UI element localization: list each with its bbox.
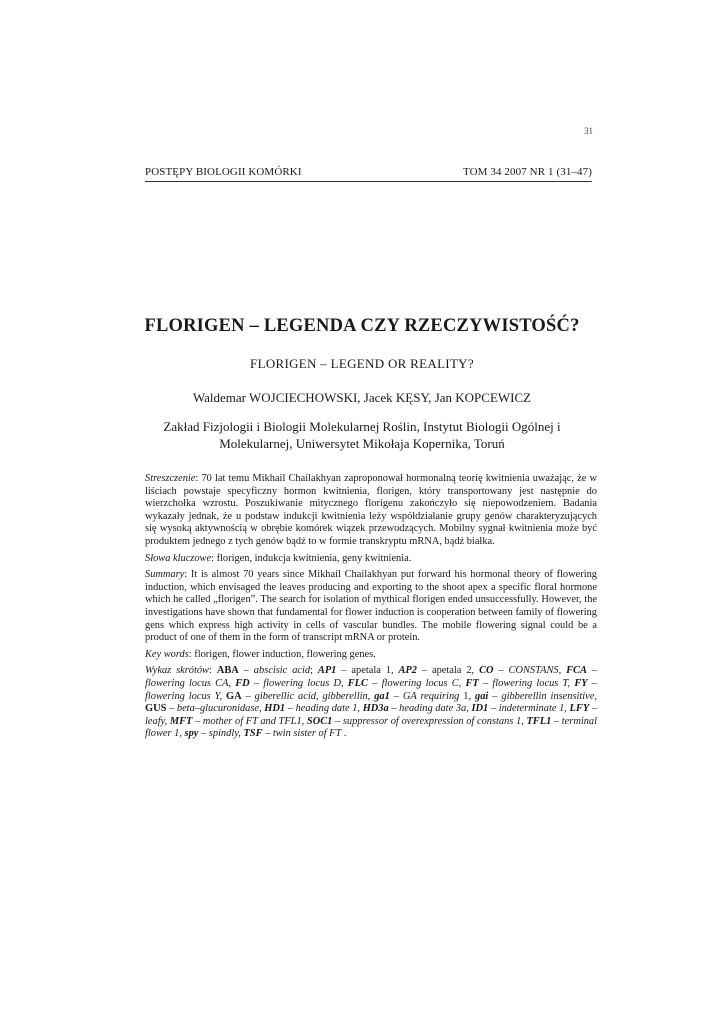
abbreviation-term: FLC [347,677,368,689]
abbreviation-separator: ; [310,665,318,677]
abbreviation-term: AP2 [398,665,417,677]
abbreviations-label: Wykaz skrótów [145,665,209,677]
abbreviation-description: – spindly, [198,728,244,740]
abbreviation-description: – suppressor of overexpression of constans 1, [332,715,527,727]
abbreviations-paragraph [145,665,597,741]
abbreviation-description: – abscisic acid [238,665,311,677]
abbreviation-description: – gibberellin insensitive, [488,690,597,702]
abbreviation-description: – giberellic acid, gibberellin, [241,690,375,702]
abbreviation-term: FY [574,677,588,689]
abbreviation-term: FD [235,677,250,689]
abbreviation-description: – apetala 1, [336,665,399,677]
abbreviation-term: FT [465,677,479,689]
article-subtitle: FLORIGEN – LEGEND OR REALITY? [250,356,474,371]
abbreviation-term: TSF [243,728,263,740]
author-list: Waldemar WOJCIECHOWSKI, Jacek KĘSY, Jan KOPCEWICZ [192,390,532,405]
key-words-paragraph [145,649,597,662]
abbreviation-term: GUS [145,703,167,715]
abbreviation-term: AP1 [317,665,337,677]
page-number-mark: 31 [584,126,593,136]
abbreviation-separator: . [341,728,347,740]
abbreviation-term: GA [226,690,242,702]
affiliation-line-2: Molekularnej, Uniwersytet Mikołaja Kopernika, Toruń [219,436,505,451]
streszczenie-paragraph [145,473,597,549]
abbreviation-description: – CONSTANS, [493,665,567,677]
abbreviation-term: SOC1 [306,715,333,727]
issue-info: TOM 34 2007 NR 1 (31–47) [462,166,592,178]
slowa-kluczowe-text: : florigen, indukcja kwitnienia, geny kwitnienia. [211,552,412,564]
abbreviation-term: FCA [566,665,587,677]
streszczenie-label: Streszczenie [145,473,196,484]
article-title: FLORIGEN – LEGENDA CZY RZECZYWISTOŚĆ? [144,316,580,336]
affiliation [120,418,604,452]
running-header [145,165,592,182]
abbreviation-separator: 1, [463,690,476,702]
streszczenie-text: : 70 lat temu Mikhail Chailakhyan zaproponował hormonalną teorię kwitnienia uważając, że w liściach powstaje specyficzny hormon kwitnienia, florigen, który transportowany jest następnie do wierzchołka wzrostu. Poszukiwanie mitycznego florigenu zakończyło się niepowodzeniem. Badania wykazały jednak, że u podstaw indukcji kwitnienia leży współdziałanie grupy genów charakteryzujących się wysoką aktywnością w obrębie komórek wiązek przewodzących. Mobilny sygnał kwitnienia może być produktem jednego z tych genów bądź to w formie transkryptu mRNA, bądź białka. [145,473,597,547]
abbreviations-list [145,665,597,739]
abbreviation-description: – heading date 3a, [388,703,472,715]
abbreviation-description: – apetala 2, [416,665,480,677]
abbreviation-term: MFT [169,715,193,727]
abbreviation-description: – flowering locus D, [249,677,348,689]
summary-label: Summary [145,569,185,581]
abbreviation-term: ID1 [471,703,489,715]
abbreviation-term: HD3a [362,703,389,715]
abbreviation-description: – GA requiring [389,690,464,702]
abbreviations-colon: : [209,665,217,677]
abbreviation-description: – terminal flower 1, [145,715,597,740]
abbreviation-description: – flowering locus C, [367,677,466,689]
key-words-label: Key words [145,648,189,660]
abbreviation-term: ABA [216,665,239,677]
abbreviation-term: gai [475,690,489,702]
abbreviation-description: – beta–glucuronidase, [166,703,265,715]
abbreviation-description: – flowering locus Y, [145,677,598,702]
journal-name: POSTĘPY BIOLOGII KOMÓRKI [145,166,302,178]
summary-text: : It is almost 70 years since Mikhail Chailakhyan put forward his hormonal theory of flowering induction, which envisaged the leaves producing and exporting to the shoot apex a specific floral hormone which he called „florigen”. The search for isolation of mythical florigen ended unsuccessfully. However, the investigations have shown that fundamental for flower induction is cooperation between family of flowering gens which express high activity in cells of vascular bundles. The mobile flowering signal could be a product of one of them in the form of transcript mRNA or protein. [145,569,597,644]
abbreviation-description: – twin sister of FT [262,728,342,740]
abbreviation-term: ga1 [374,690,390,702]
slowa-kluczowe-label: Słowa kluczowe [145,552,212,564]
summary-paragraph [145,569,597,645]
key-words-text: : florigen, flower induction, flowering genes. [188,648,376,660]
abbreviation-term: TFL1 [526,715,552,727]
abbreviation-description: – leafy, [145,703,598,727]
slowa-kluczowe-paragraph [145,553,597,566]
abbreviation-term: CO [479,665,494,677]
abbreviation-description: – flowering locus CA, [145,665,598,689]
abbreviation-term: spy [184,728,199,740]
abbreviation-description: – mother of FT and TFL1, [192,715,307,727]
abstract-section [145,473,597,745]
abbreviation-description: – heading date 1, [285,703,363,715]
abbreviation-description: – flowering locus T, [478,677,575,689]
abbreviation-term: HD1 [264,703,286,715]
affiliation-line-1: Zakład Fizjologii i Biologii Molekularnej Roślin, Instytut Biologii Ogólnej i [163,419,561,434]
abbreviation-description: – indeterminate 1, [488,703,570,715]
abbreviation-term: LFY [569,703,590,715]
